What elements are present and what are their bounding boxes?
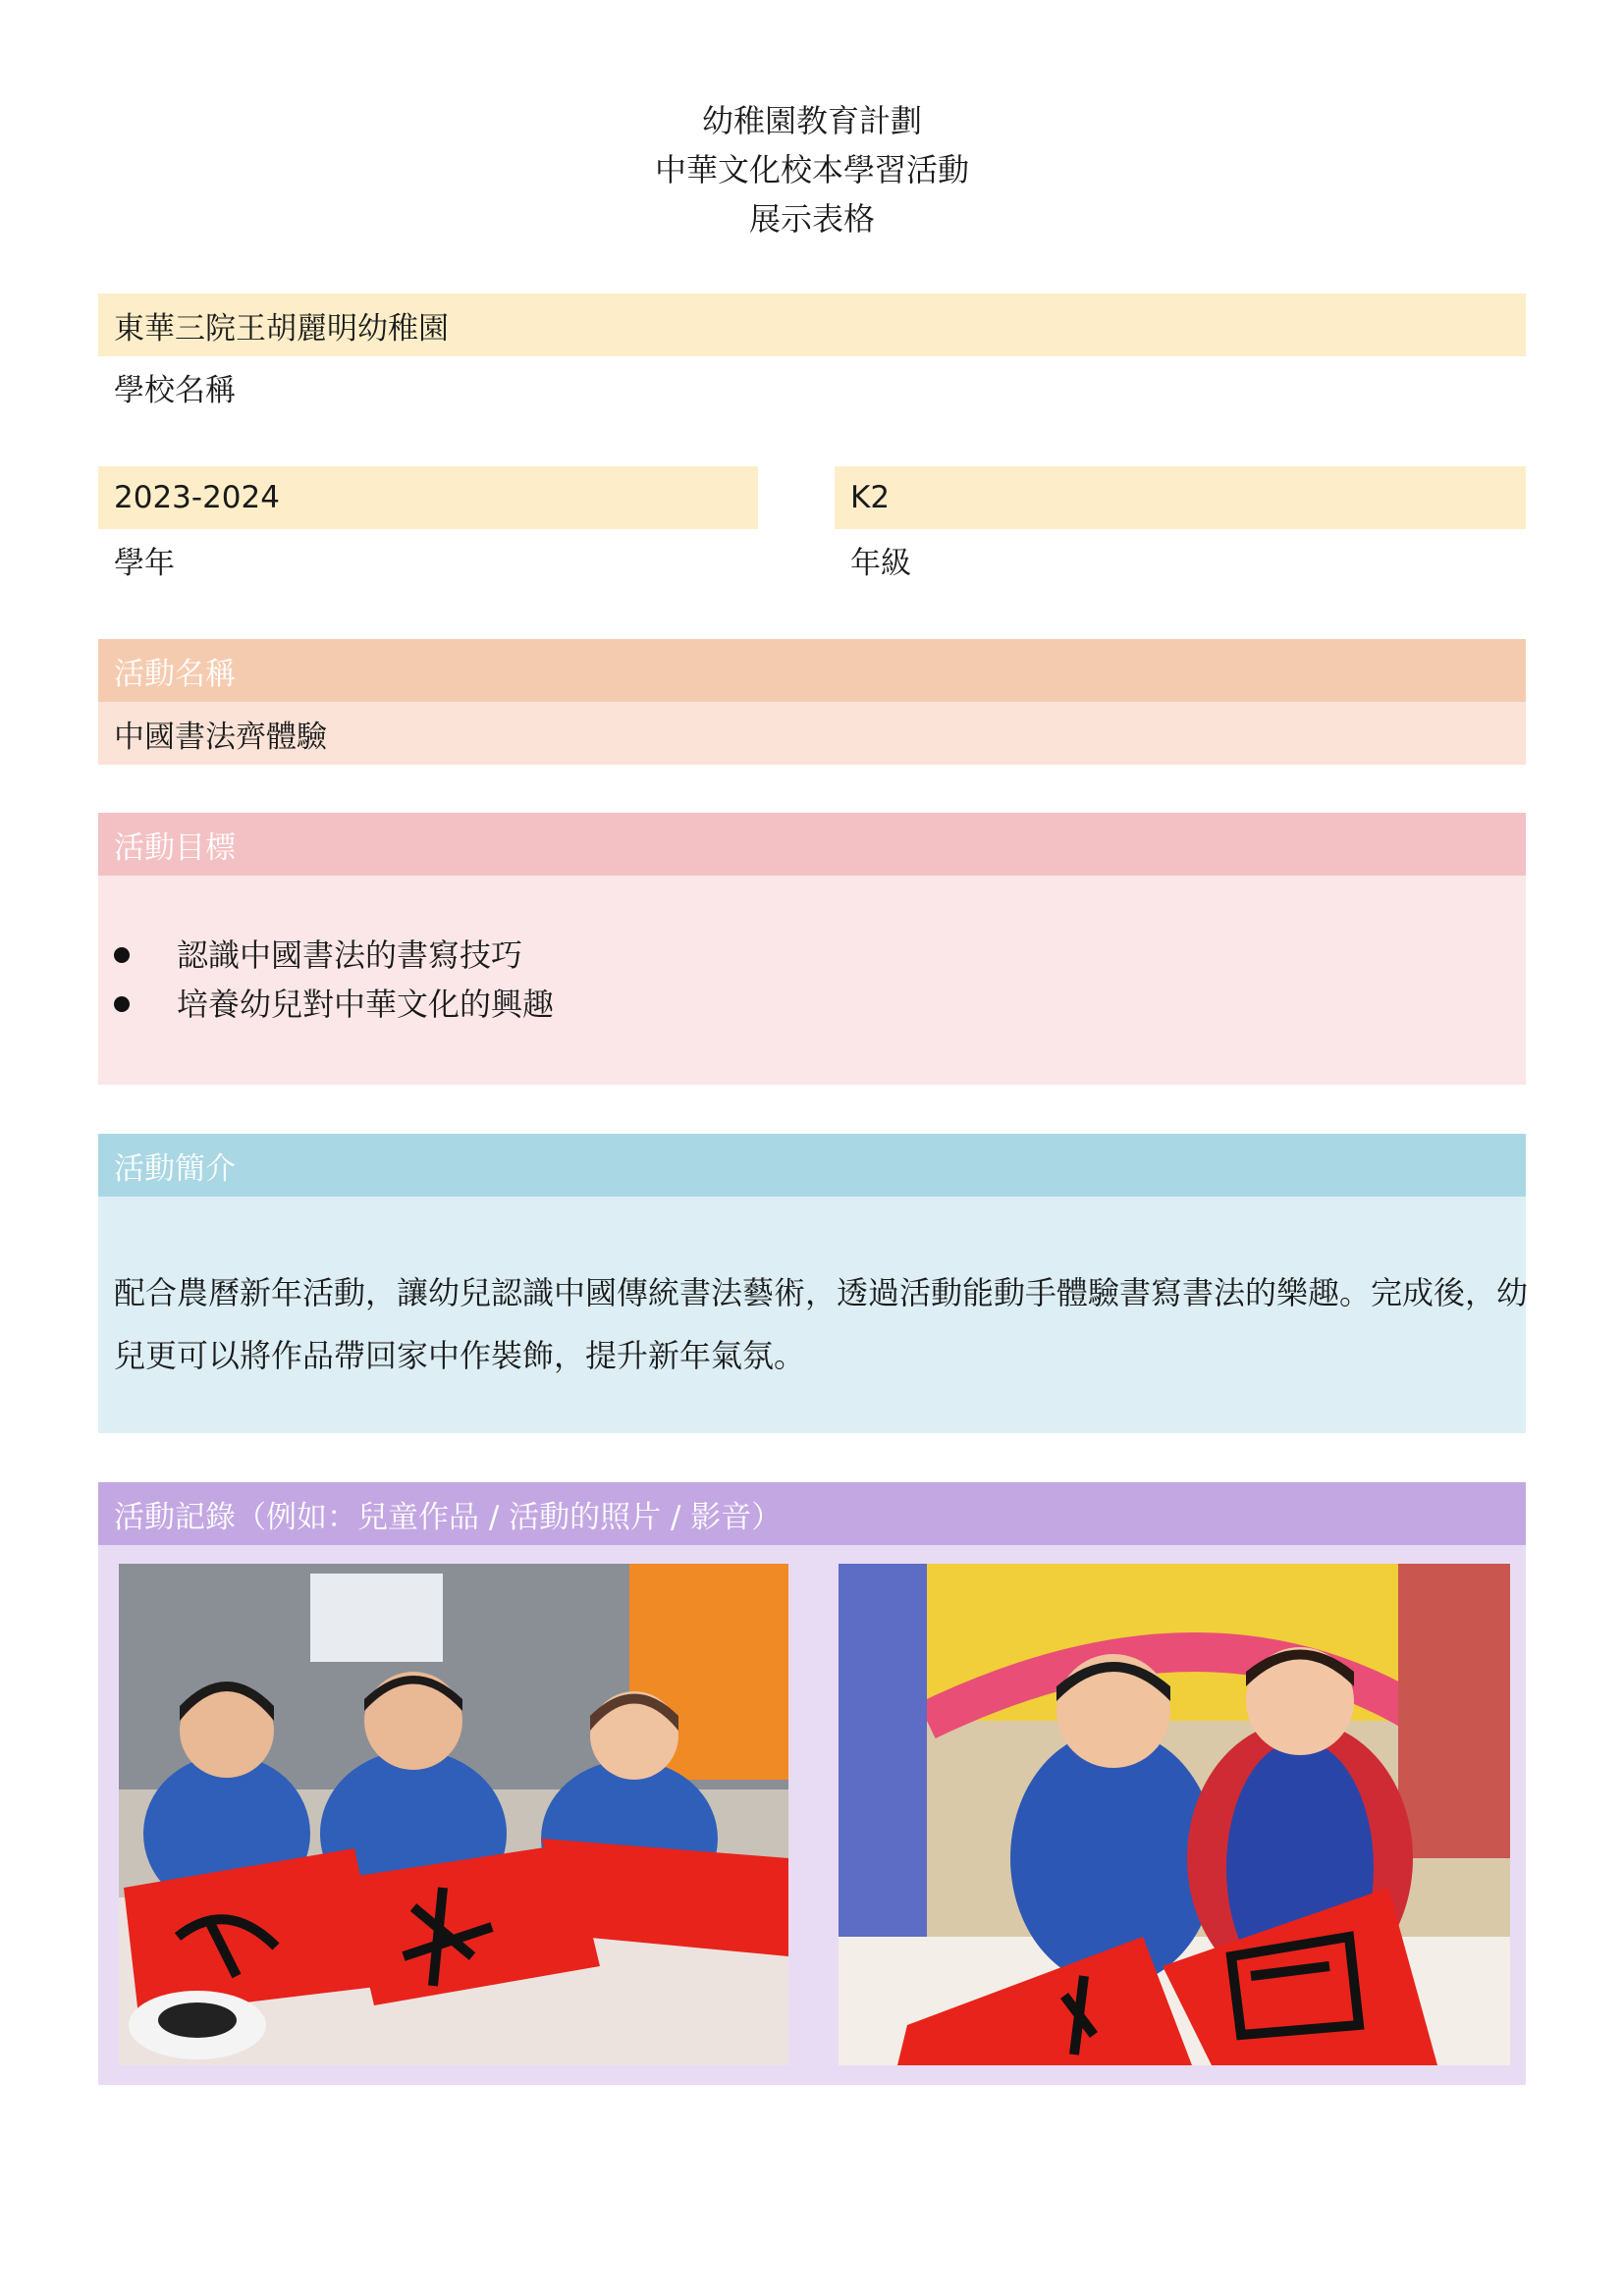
activity-name-header-text: 活動名稱 [114,656,236,692]
title-line-1: 幼稚園教育計劃 [701,102,922,139]
activity-goals-list [114,931,554,1029]
school-year-label: 學年 [114,546,175,581]
activity-goals-header-text: 活動目標 [114,829,236,866]
bullet-icon [114,947,130,963]
grade-label: 年級 [850,546,911,581]
grade-value: K2 [850,480,891,515]
school-year-field [98,466,758,529]
activity-intro-text: 配合農曆新年活動，讓幼兒認識中國傳統書法藝術，透過活動能動手體驗書寫書法的樂趣。完成後，幼兒更可以將作品帶回家中作裝飾，提升新年氣氛。 [114,1274,1529,1374]
activity-record-header-text: 活動記錄（例如：兒童作品 / 活動的照片 / 影音） [114,1499,783,1535]
activity-photo-1 [119,1564,788,2065]
goal-text: 認識中國書法的書寫技巧 [177,936,523,974]
title-line-2: 中華文化校本學習活動 [654,151,969,188]
school-year-value: 2023-2024 [114,480,280,515]
school-name-label: 學校名稱 [114,373,236,408]
activity-record-header [98,1482,1526,1545]
activity-intro-header [98,1134,1526,1197]
list-item [114,931,554,980]
activity-goals-header [98,813,1526,876]
activity-name-value: 中國書法齊體驗 [114,719,327,755]
activity-name-body [98,702,1526,765]
list-item [114,980,554,1029]
document-title [0,96,1624,243]
activity-name-header [98,639,1526,702]
bullet-icon [114,996,130,1012]
title-line-3: 展示表格 [748,200,875,238]
activity-intro-header-text: 活動簡介 [114,1150,236,1187]
school-name-value: 東華三院王胡麗明幼稚園 [114,310,449,347]
school-name-field [98,294,1526,356]
activity-photo-2 [839,1564,1510,2065]
goal-text: 培養幼兒對中華文化的興趣 [177,986,555,1023]
grade-field [835,466,1526,529]
